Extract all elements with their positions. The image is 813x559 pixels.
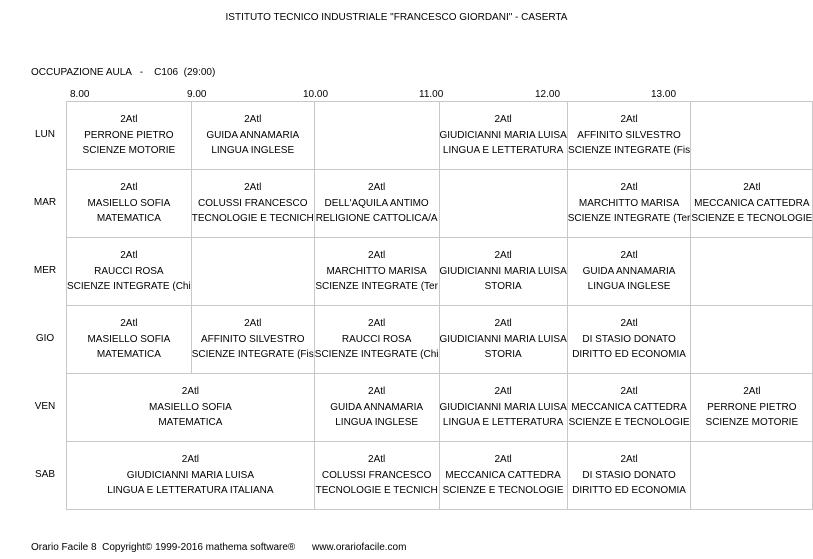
teacher-name: GUIDA ANNAMARIA (330, 401, 424, 413)
subject-name: MATEMATICA (96, 349, 161, 361)
lesson-cell (567, 306, 691, 374)
footer-copyright: Orario Facile 8 Copyright© 1999-2016 mathema software® www.orariofacile.com (31, 542, 407, 553)
teacher-name: GIUDICIANNI MARIA LUISA (439, 333, 567, 345)
day-label: VEN (34, 401, 56, 412)
day-label: GIO (35, 333, 55, 344)
subject-name: SCIENZE INTEGRATE (Ter (315, 281, 438, 293)
lesson-cell (439, 306, 567, 374)
class-code: 2Atl (368, 182, 386, 194)
subject-name: SCIENZE E TECNOLOGIE (568, 417, 690, 429)
subject-name: DIRITTO ED ECONOMIA (572, 485, 686, 497)
hour-label: 8.00 (70, 89, 90, 100)
teacher-name: DI STASIO DONATO (582, 333, 676, 345)
teacher-name: PERRONE PIETRO (84, 129, 174, 141)
subject-name: DIRITTO ED ECONOMIA (572, 349, 686, 361)
teacher-name: MECCANICA CATTEDRA (571, 401, 687, 413)
subject-name: TECNOLOGIE E TECNICH (191, 213, 314, 225)
teacher-name: GIUDICIANNI MARIA LUISA (439, 129, 567, 141)
lesson-cell (67, 102, 192, 170)
day-label: MER (33, 265, 57, 276)
timetable-row (67, 102, 813, 170)
page-title: ISTITUTO TECNICO INDUSTRIALE "FRANCESCO GIORDANI" - CASERTA (225, 12, 568, 23)
teacher-name: AFFINITO SILVESTRO (577, 129, 681, 141)
lesson-cell (691, 374, 813, 442)
teacher-name: COLUSSI FRANCESCO (198, 197, 308, 209)
lesson-cell (314, 442, 439, 510)
lesson-cell (567, 442, 691, 510)
subject-name: LINGUA E LETTERATURA (442, 417, 564, 429)
lesson-cell (191, 170, 314, 238)
class-code: 2Atl (743, 182, 761, 194)
lesson-cell (567, 170, 691, 238)
lesson-cell (439, 238, 567, 306)
class-code: 2Atl (244, 114, 262, 126)
class-code: 2Atl (620, 454, 638, 466)
lesson-cell (567, 374, 691, 442)
teacher-name: COLUSSI FRANCESCO (321, 469, 432, 481)
lesson-cell (314, 102, 439, 170)
lesson-cell (67, 374, 315, 442)
lesson-cell (67, 170, 192, 238)
lesson-cell (314, 238, 439, 306)
class-code: 2Atl (120, 318, 138, 330)
day-label: LUN (34, 129, 55, 140)
teacher-name: RAUCCI ROSA (341, 333, 412, 345)
class-code: 2Atl (620, 250, 638, 262)
hour-label: 9.00 (187, 89, 207, 100)
hour-label: 11.00 (419, 89, 444, 100)
subject-name: SCIENZE E TECNOLOGIE (691, 213, 813, 225)
subject-name: SCIENZE INTEGRATE (Chi (67, 281, 191, 293)
lesson-cell (191, 102, 314, 170)
timetable-row (67, 170, 813, 238)
subject-name: STORIA (484, 349, 522, 361)
lesson-cell (567, 102, 691, 170)
class-code: 2Atl (743, 386, 761, 398)
subject-name: MATEMATICA (158, 417, 223, 429)
teacher-name: MASIELLO SOFIA (148, 401, 232, 413)
class-code: 2Atl (244, 318, 262, 330)
class-code: 2Atl (620, 114, 638, 126)
timetable-row (67, 238, 813, 306)
teacher-name: GUIDA ANNAMARIA (582, 265, 676, 277)
subject-name: LINGUA INGLESE (211, 145, 295, 157)
class-code: 2Atl (494, 386, 512, 398)
timetable-grid (66, 101, 813, 510)
subject-name: SCIENZE INTEGRATE (Fis (568, 145, 691, 157)
lesson-cell (691, 238, 813, 306)
teacher-name: AFFINITO SILVESTRO (200, 333, 305, 345)
class-code: 2Atl (494, 454, 512, 466)
teacher-name: MASIELLO SOFIA (87, 333, 171, 345)
lesson-cell (191, 306, 314, 374)
lesson-cell (314, 306, 439, 374)
subject-name: TECNOLOGIE E TECNICH (315, 485, 438, 497)
subject-name: SCIENZE INTEGRATE (Chi (314, 349, 439, 361)
class-code: 2Atl (244, 182, 262, 194)
subject-name: MATEMATICA (96, 213, 161, 225)
lesson-cell (439, 442, 567, 510)
lesson-cell (439, 374, 567, 442)
lesson-cell (567, 238, 691, 306)
class-code: 2Atl (620, 182, 638, 194)
hour-label: 12.00 (535, 89, 561, 100)
class-code: 2Atl (620, 386, 638, 398)
subject-name: SCIENZE MOTORIE (82, 145, 176, 157)
lesson-cell (691, 102, 813, 170)
teacher-name: GUIDA ANNAMARIA (206, 129, 300, 141)
teacher-name: MECCANICA CATTEDRA (445, 469, 561, 481)
class-code: 2Atl (494, 250, 512, 262)
timetable-row (67, 306, 813, 374)
subject-name: LINGUA E LETTERATURA ITALIANA (107, 485, 274, 497)
subject-name: LINGUA E LETTERATURA (442, 145, 564, 157)
lesson-cell (314, 374, 439, 442)
room-occupancy-subtitle: OCCUPAZIONE AULA - C106 (29:00) (31, 67, 216, 78)
timetable-row (67, 374, 813, 442)
teacher-name: GIUDICIANNI MARIA LUISA (439, 401, 567, 413)
class-code: 2Atl (494, 114, 512, 126)
subject-name: RELIGIONE CATTOLICA/A (315, 213, 438, 225)
class-code: 2Atl (181, 454, 199, 466)
lesson-cell (691, 306, 813, 374)
teacher-name: MECCANICA CATTEDRA (694, 197, 810, 209)
subject-name: SCIENZE E TECNOLOGIE (442, 485, 564, 497)
teacher-name: DELL'AQUILA ANTIMO (324, 197, 429, 209)
teacher-name: MARCHITTO MARISA (326, 265, 427, 277)
day-label: MAR (33, 197, 57, 208)
teacher-name: RAUCCI ROSA (94, 265, 164, 277)
teacher-name: PERRONE PIETRO (707, 401, 797, 413)
subject-name: SCIENZE INTEGRATE (Fis (191, 349, 314, 361)
subject-name: SCIENZE INTEGRATE (Ter (567, 213, 691, 225)
lesson-cell (439, 102, 567, 170)
class-code: 2Atl (368, 318, 386, 330)
class-code: 2Atl (181, 386, 199, 398)
hour-label: 10.00 (303, 89, 329, 100)
teacher-name: DI STASIO DONATO (582, 469, 676, 481)
hour-label: 13.00 (651, 89, 677, 100)
lesson-cell (67, 306, 192, 374)
lesson-cell (67, 442, 315, 510)
class-code: 2Atl (368, 454, 386, 466)
class-code: 2Atl (620, 318, 638, 330)
class-code: 2Atl (120, 114, 138, 126)
day-label: SAB (34, 469, 55, 480)
class-code: 2Atl (120, 250, 138, 262)
lesson-cell (691, 170, 813, 238)
class-code: 2Atl (494, 318, 512, 330)
lesson-cell (191, 238, 314, 306)
subject-name: STORIA (484, 281, 522, 293)
teacher-name: MARCHITTO MARISA (578, 197, 680, 209)
lesson-cell (314, 170, 439, 238)
class-code: 2Atl (368, 386, 386, 398)
lesson-cell (691, 442, 813, 510)
subject-name: SCIENZE MOTORIE (705, 417, 799, 429)
timetable-row (67, 442, 813, 510)
subject-name: LINGUA INGLESE (335, 417, 419, 429)
lesson-cell (439, 170, 567, 238)
subject-name: LINGUA INGLESE (587, 281, 671, 293)
teacher-name: MASIELLO SOFIA (87, 197, 171, 209)
teacher-name: GIUDICIANNI MARIA LUISA (126, 469, 255, 481)
class-code: 2Atl (120, 182, 138, 194)
teacher-name: GIUDICIANNI MARIA LUISA (439, 265, 567, 277)
lesson-cell (67, 238, 192, 306)
class-code: 2Atl (368, 250, 386, 262)
